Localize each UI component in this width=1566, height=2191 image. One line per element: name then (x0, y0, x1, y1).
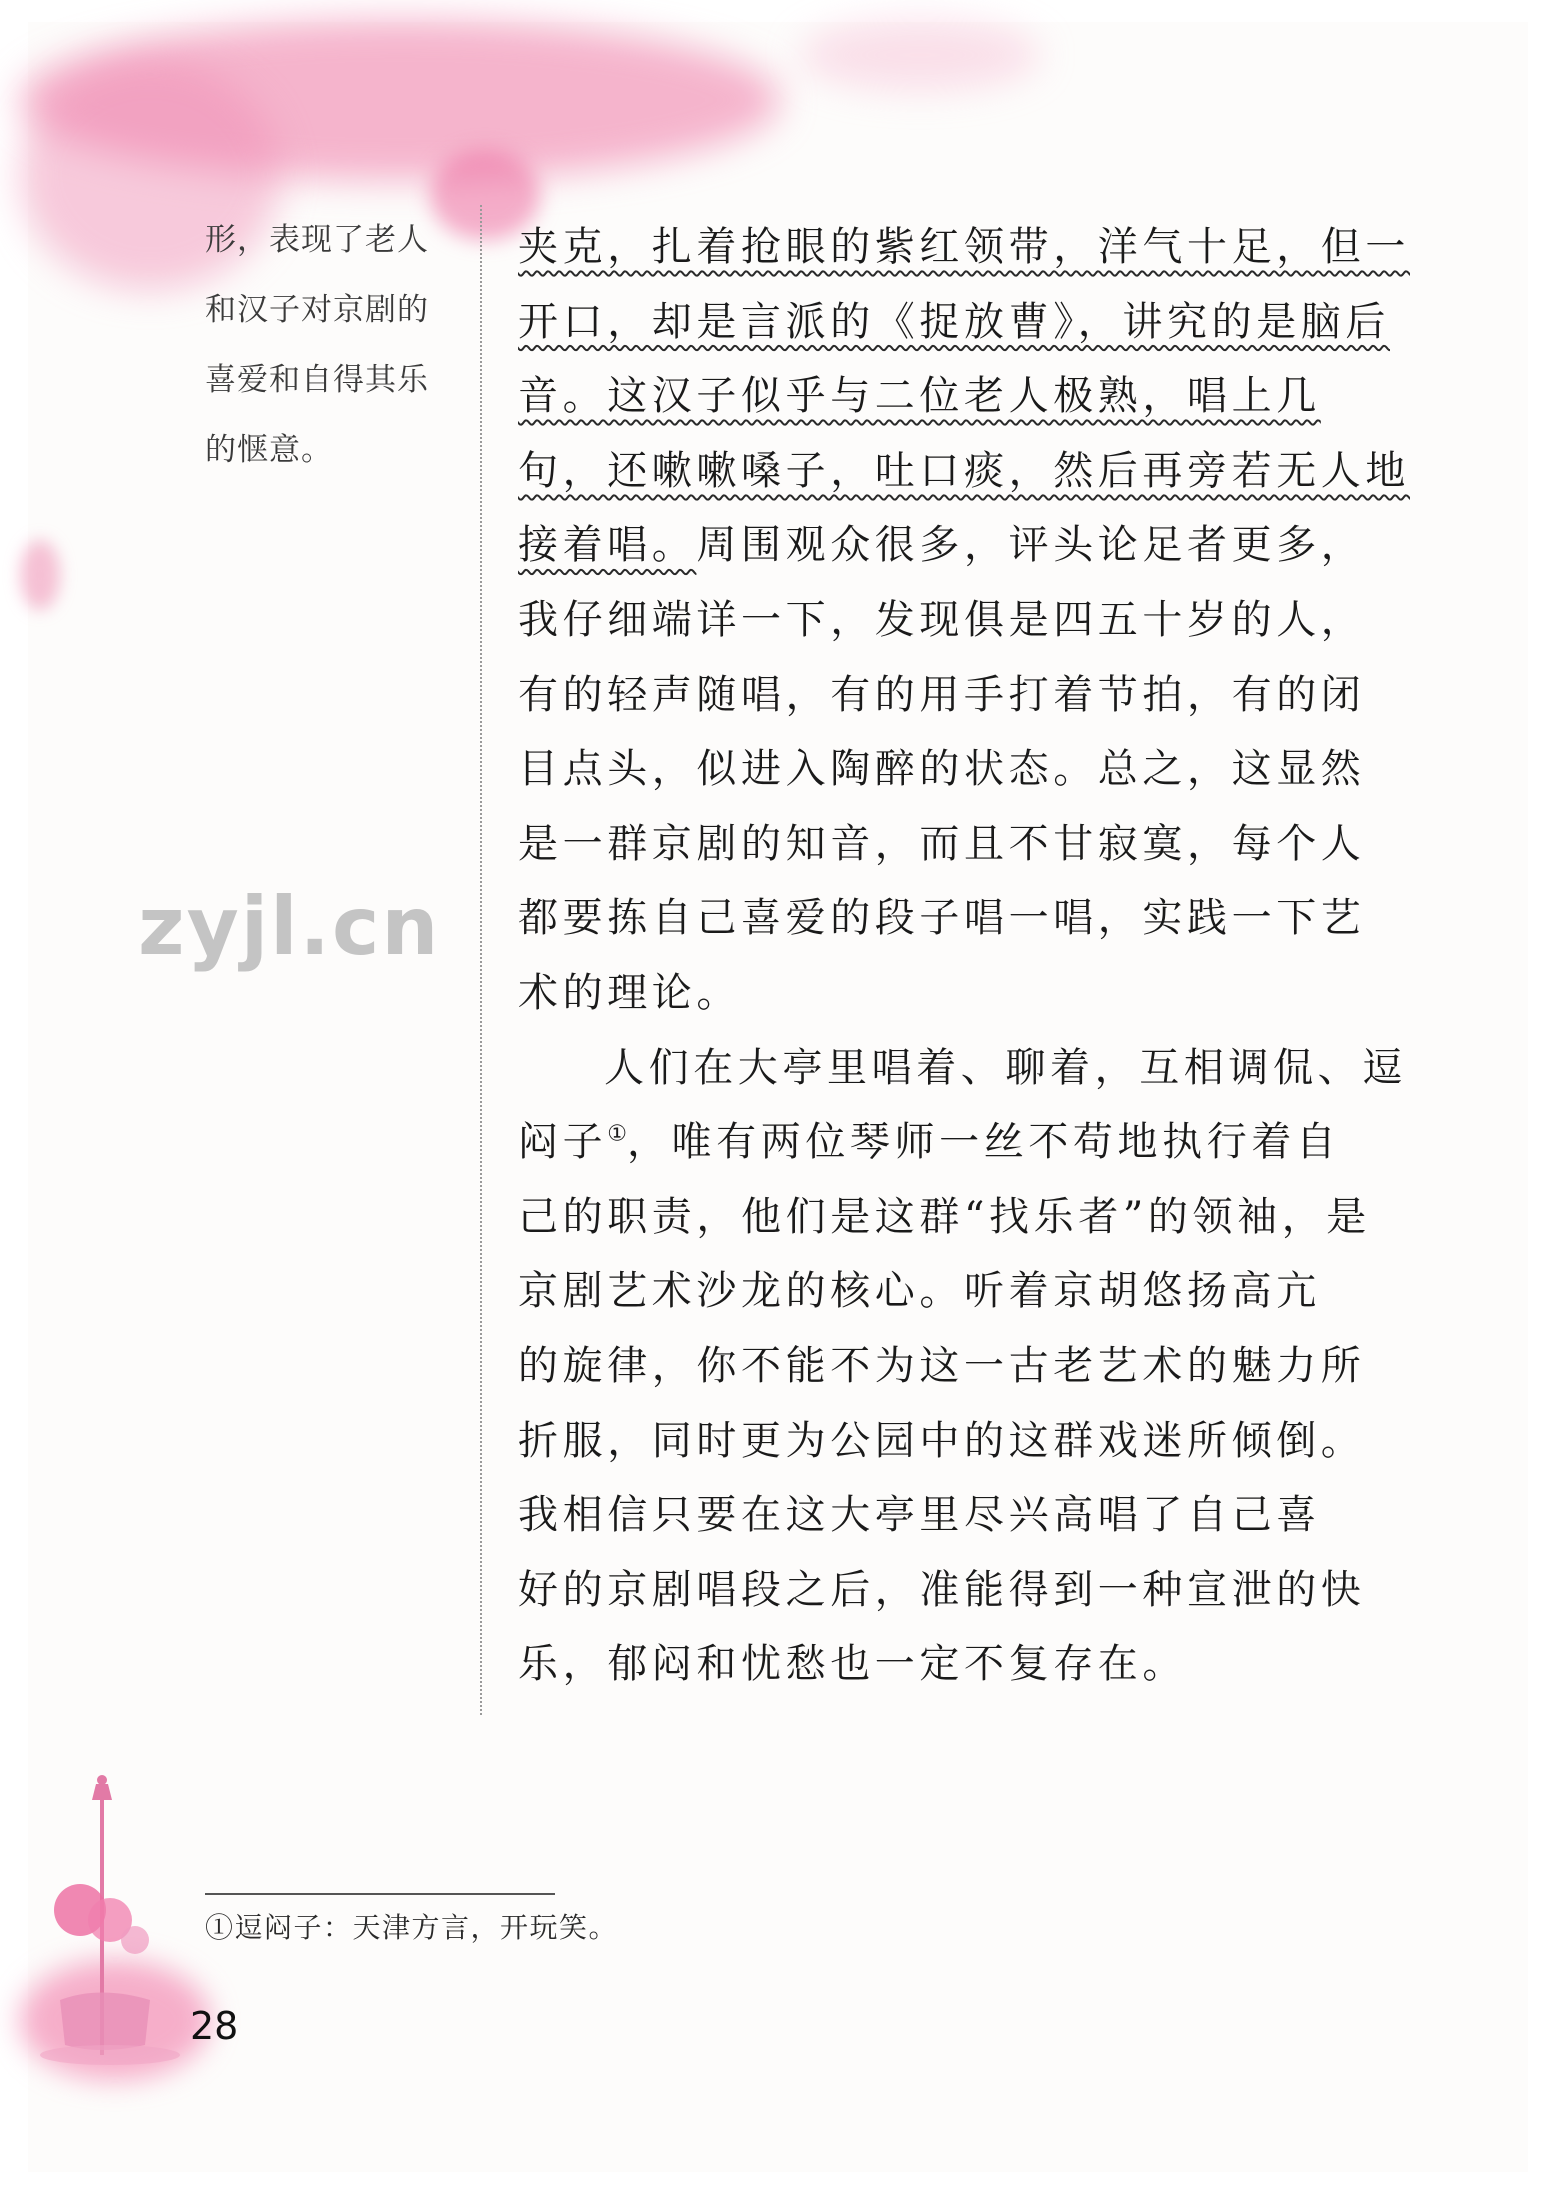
pink-watercolor-edge (20, 540, 60, 610)
main-text (518, 210, 1410, 1702)
paragraph-start: 人们在大亭里唱着、聊着，互相调侃、逗 (604, 1044, 1407, 1091)
text-line: 我仔细端详一下，发现俱是四五十岁的人， (518, 596, 1366, 643)
text-line: 己的职责，他们是这群“找乐者”的领袖，是 (518, 1193, 1371, 1240)
text-line: 句，还嗽嗽嗓子，吐口痰，然后再旁若无人地 (518, 447, 1410, 494)
text-line: 折服，同时更为公园中的这群戏迷所倾倒。 (518, 1417, 1366, 1464)
text-line: 我相信只要在这大亭里尽兴高唱了自己喜 (518, 1492, 1321, 1539)
lamp-flower-illustration (40, 1770, 190, 2070)
watermark: zyjl.cn (138, 880, 441, 973)
text-line: 音。这汉子似乎与二位老人极熟，唱上几 (518, 373, 1321, 420)
footnote: ①逗闷子：天津方言，开玩笑。 (205, 1911, 619, 1944)
side-note-line: 和汉子对京剧的 (205, 292, 429, 328)
text-line: 京剧艺术沙龙的核心。听着京胡悠扬高亢 (518, 1268, 1321, 1315)
text-line: 乐，郁闷和忧愁也一定不复存在。 (518, 1641, 1187, 1688)
text-line: 术的理论。 (518, 969, 741, 1016)
pink-watercolor-top-right (800, 20, 1040, 90)
side-note-line: 喜爱和自得其乐 (205, 362, 429, 398)
side-annotation (205, 205, 455, 485)
footnote-rule (205, 1893, 555, 1895)
text-line: 开口，却是言派的《捉放曹》，讲究的是脑后 (518, 298, 1390, 345)
text-line: 是一群京剧的知音，而且不甘寂寞，每个人 (518, 820, 1366, 867)
page-number: 28 (190, 2004, 239, 2048)
dotted-divider (480, 205, 482, 1715)
text-line: 目点头，似进入陶醉的状态。总之，这显然 (518, 746, 1366, 793)
text-line: 都要拣自己喜爱的段子唱一唱，实践一下艺 (518, 895, 1366, 942)
text-line: 的旋律，你不能不为这一古老艺术的魅力所 (518, 1342, 1366, 1389)
text-line (518, 1105, 1378, 1180)
side-note-line: 形，表现了老人 (205, 222, 429, 258)
text-fragment: 闷子 (518, 1119, 608, 1166)
footnote-ref: ① (607, 1121, 627, 1147)
text-line (518, 508, 1378, 583)
text-line: 好的京剧唱段之后，准能得到一种宣泄的快 (518, 1566, 1366, 1613)
side-note-line: 的惬意。 (205, 432, 333, 468)
text-line: 夹克，扎着抢眼的紫红领带，洋气十足，但一 (518, 224, 1410, 270)
text-fragment: ，唯有两位琴师一丝不苟地执行着自 (626, 1119, 1341, 1166)
text-fragment: 接着唱。 (518, 522, 697, 569)
text-fragment: 周围观众很多，评头论足者更多， (696, 522, 1366, 569)
text-line: 有的轻声随唱，有的用手打着节拍，有的闭 (518, 671, 1366, 718)
